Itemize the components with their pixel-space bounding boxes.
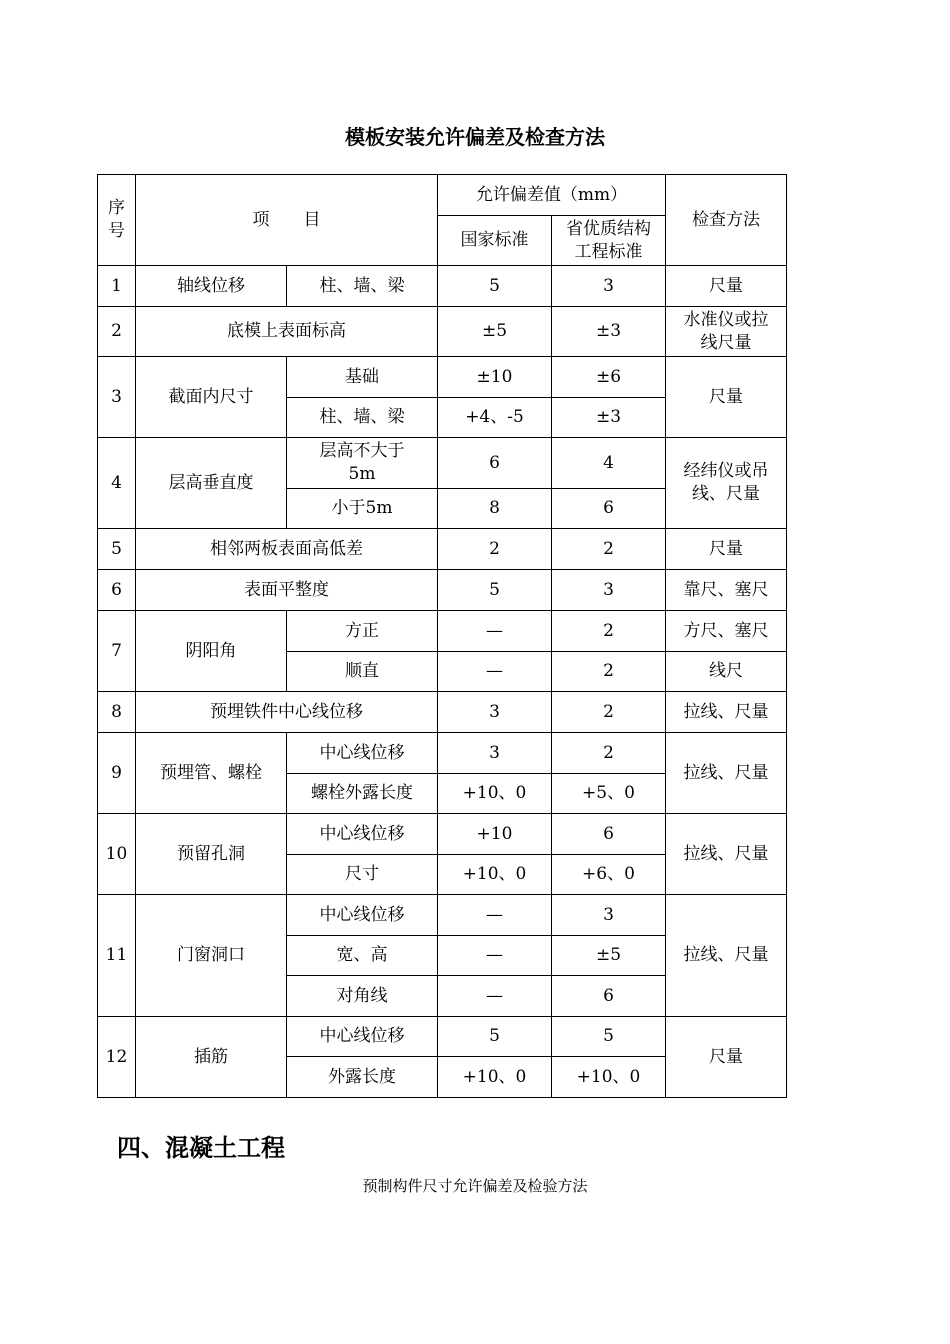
check-method: 靠尺、塞尺 <box>666 570 787 611</box>
check-method: 尺量 <box>666 357 787 438</box>
row-number: 5 <box>98 529 136 570</box>
table-row <box>98 357 787 398</box>
row-number: 4 <box>98 438 136 529</box>
check-method: 拉线、尺量 <box>666 692 787 733</box>
national-value: +10、0 <box>438 774 552 814</box>
row-subitem: 螺栓外露长度 <box>287 774 438 814</box>
national-value: +10、0 <box>438 855 552 895</box>
row-item: 相邻两板表面高低差 <box>136 529 438 570</box>
check-method: 尺量 <box>666 1017 787 1098</box>
section-heading: 四、混凝土工程 <box>117 1133 285 1162</box>
page-title: 模板安装允许偏差及检查方法 <box>345 125 605 149</box>
table-row <box>98 529 787 570</box>
row-number: 1 <box>98 266 136 307</box>
row-subitem: 中心线位移 <box>287 895 438 936</box>
check-method: 拉线、尺量 <box>666 814 787 895</box>
national-value: +4、-5 <box>438 398 552 438</box>
table-caption: 预制构件尺寸允许偏差及检验方法 <box>362 1177 588 1195</box>
header-tolerance: 允许偏差值（mm） <box>438 175 666 216</box>
provincial-value: 2 <box>552 733 666 774</box>
header-method: 检查方法 <box>666 175 787 266</box>
provincial-value: ±5 <box>552 936 666 976</box>
row-item: 层高垂直度 <box>136 438 287 529</box>
row-item: 预留孔洞 <box>136 814 287 895</box>
row-number: 3 <box>98 357 136 438</box>
provincial-value: +5、0 <box>552 774 666 814</box>
provincial-value: ±6 <box>552 357 666 398</box>
row-item: 阴阳角 <box>136 611 287 692</box>
row-subitem: 顺直 <box>287 652 438 692</box>
national-value: 5 <box>438 266 552 307</box>
national-value: — <box>438 652 552 692</box>
row-number: 11 <box>98 895 136 1017</box>
row-number: 2 <box>98 307 136 357</box>
table-row <box>98 895 787 936</box>
national-value: 5 <box>438 1017 552 1057</box>
national-value: 6 <box>438 438 552 489</box>
table-row <box>98 570 787 611</box>
national-value: 2 <box>438 529 552 570</box>
provincial-value: +10、0 <box>552 1057 666 1098</box>
provincial-value: 5 <box>552 1017 666 1057</box>
row-subitem: 中心线位移 <box>287 814 438 855</box>
row-item: 预埋管、螺栓 <box>136 733 287 814</box>
national-value: — <box>438 936 552 976</box>
provincial-value: 6 <box>552 489 666 529</box>
row-item: 表面平整度 <box>136 570 438 611</box>
row-subitem: 中心线位移 <box>287 733 438 774</box>
row-subitem: 柱、墙、梁 <box>287 398 438 438</box>
provincial-value: 3 <box>552 570 666 611</box>
row-subitem: 外露长度 <box>287 1057 438 1098</box>
row-subitem: 对角线 <box>287 976 438 1017</box>
table-row <box>98 814 787 855</box>
row-number: 12 <box>98 1017 136 1098</box>
row-item: 插筋 <box>136 1017 287 1098</box>
provincial-value: ±3 <box>552 398 666 438</box>
row-item: 预埋铁件中心线位移 <box>136 692 438 733</box>
provincial-value: 3 <box>552 895 666 936</box>
row-number: 8 <box>98 692 136 733</box>
check-method: 拉线、尺量 <box>666 733 787 814</box>
check-method: 水准仪或拉线尺量 <box>666 307 787 357</box>
check-method: 线尺 <box>666 652 787 692</box>
row-item: 截面内尺寸 <box>136 357 287 438</box>
national-value: 3 <box>438 692 552 733</box>
national-value: 8 <box>438 489 552 529</box>
provincial-value: 6 <box>552 814 666 855</box>
row-subitem: 小于5m <box>287 489 438 529</box>
check-method: 经纬仪或吊线、尺量 <box>666 438 787 529</box>
national-value: ±10 <box>438 357 552 398</box>
national-value: 5 <box>438 570 552 611</box>
table-row <box>98 692 787 733</box>
row-subitem: 宽、高 <box>287 936 438 976</box>
table-row <box>98 733 787 774</box>
table-row <box>98 611 787 652</box>
table-row <box>98 266 787 307</box>
national-value: 3 <box>438 733 552 774</box>
check-method: 方尺、塞尺 <box>666 611 787 652</box>
provincial-value: ±3 <box>552 307 666 357</box>
provincial-value: 2 <box>552 529 666 570</box>
provincial-value: 2 <box>552 652 666 692</box>
row-subitem: 方正 <box>287 611 438 652</box>
row-item: 底模上表面标高 <box>136 307 438 357</box>
row-subitem: 基础 <box>287 357 438 398</box>
row-subitem: 中心线位移 <box>287 1017 438 1057</box>
table-row <box>98 307 787 357</box>
check-method: 拉线、尺量 <box>666 895 787 1017</box>
row-number: 7 <box>98 611 136 692</box>
header-provincial: 省优质结构工程标准 <box>552 216 666 266</box>
national-value: +10 <box>438 814 552 855</box>
provincial-value: 6 <box>552 976 666 1017</box>
provincial-value: +6、0 <box>552 855 666 895</box>
row-subitem: 柱、墙、梁 <box>287 266 438 307</box>
table-row <box>98 438 787 489</box>
provincial-value: 2 <box>552 611 666 652</box>
row-number: 10 <box>98 814 136 895</box>
provincial-value: 3 <box>552 266 666 307</box>
row-number: 9 <box>98 733 136 814</box>
national-value: — <box>438 611 552 652</box>
national-value: ±5 <box>438 307 552 357</box>
national-value: — <box>438 895 552 936</box>
provincial-value: 4 <box>552 438 666 489</box>
row-number: 6 <box>98 570 136 611</box>
check-method: 尺量 <box>666 266 787 307</box>
provincial-value: 2 <box>552 692 666 733</box>
row-subitem: 层高不大于5m <box>287 438 438 489</box>
header-item: 项 目 <box>136 175 438 266</box>
header-national: 国家标准 <box>438 216 552 266</box>
row-subitem: 尺寸 <box>287 855 438 895</box>
check-method: 尺量 <box>666 529 787 570</box>
national-value: +10、0 <box>438 1057 552 1098</box>
row-item: 门窗洞口 <box>136 895 287 1017</box>
table-row <box>98 1017 787 1057</box>
header-seq: 序号 <box>98 175 136 266</box>
row-item: 轴线位移 <box>136 266 287 307</box>
national-value: — <box>438 976 552 1017</box>
tolerance-table <box>97 174 787 1098</box>
